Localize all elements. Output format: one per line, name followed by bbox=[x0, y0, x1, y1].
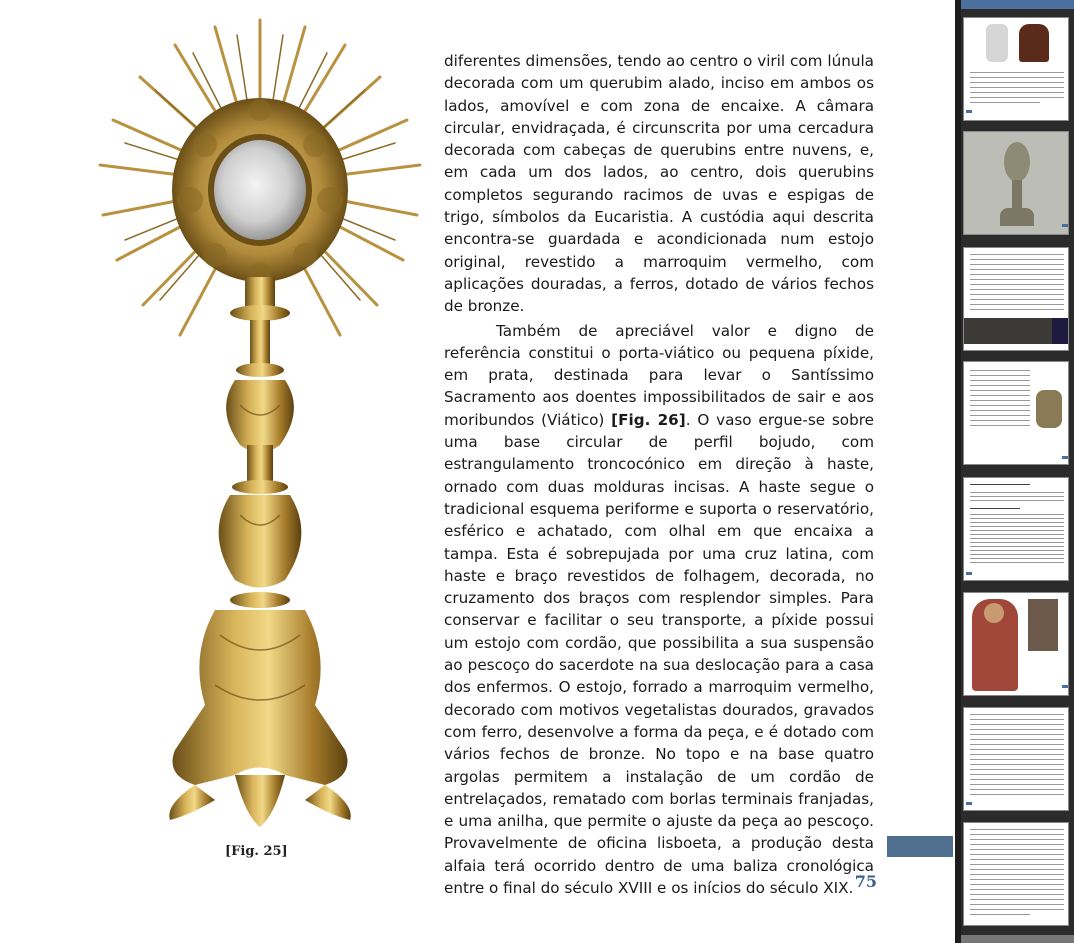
page-thumbnail[interactable] bbox=[963, 17, 1069, 121]
stem-knop bbox=[226, 380, 294, 453]
sidebar-edge bbox=[955, 0, 961, 943]
paragraph bbox=[444, 320, 874, 900]
monstrance-illustration bbox=[95, 15, 425, 837]
page-edge-tab bbox=[887, 836, 953, 857]
paragraph: diferentes dimensões, tendo ao centro o viril com lúnula decorada com um querubim alado, inciso em ambos os lados, amovível e com zona de encaixe. A câmara circular, envidraçada, é circunscrita por uma cercadura decorada com cabeças de querubins entre nuvens, e, em cada um dos lados, ao centro, dois querubins completos segurando racimos de uvas e espigas de trigo, símbolos da Eucaristia. A custódia aqui descrita encontra-se guardada e acondicionada num estojo original, revestido a marroquim vermelho, com aplicações douradas, a ferros, dotado de vários fechos de bronze. bbox=[444, 52, 874, 316]
paragraph-text: . O vaso ergue-se sobre uma base circular de perfil bojudo, com estrangulamento troncocónico em direção à haste, ornado com duas molduras incisas. A haste segue o tradicional esquema periforme e suporta o reservatório, esférico e achatado, com olhal em que encaixa a tampa. Esta é sobrepujada por uma cruz latina, com haste e braço revestidos de folhagem, decorada, no cruzamento dos braços com resplendor simples. Para conservar e facilitar o seu transporte, a píxide possui um estojo com cordão, que possibilita a sua suspensão ao pescoço do sacerdote na sua deslocação para a casa dos enfermos. O estojo, forrado a marroquim vermelho, decorado com motivos vegetalistas dourados, gravados com ferro, desenvolve a forma da peça, e é dotado com vários fechos de bronze. No topo e na base quatro argolas permitem a instalação de um cordão de entrelaçados, rematado com borlas terminais franjadas, e uma anilha, que permite o ajuste da peça ao pescoço. Provavelmente de oficina lisboeta, a produção desta alfaia terá ocorrido dentro de uma baliza cronológica entre o final do século XVIII e os inícios do século XIX. bbox=[444, 410, 874, 897]
thumbnail-sidebar[interactable] bbox=[955, 0, 1074, 943]
sidebar-scroll-footer bbox=[961, 935, 1074, 943]
page-number: 75 bbox=[854, 872, 877, 891]
sidebar-scroll-indicator bbox=[961, 0, 1074, 9]
luna-glass bbox=[214, 140, 306, 240]
figure-caption: [Fig. 25] bbox=[225, 844, 288, 859]
foot-base bbox=[173, 610, 348, 785]
page-thumbnail[interactable] bbox=[963, 131, 1069, 235]
figure-reference[interactable]: [Fig. 26] bbox=[611, 410, 686, 429]
page-thumbnail[interactable] bbox=[963, 477, 1069, 581]
paragraph-text: Também de apreciável valor e digno de referência constitui o porta-viático ou pequena píxide, em prata, destinada para levar o Santíssimo Sacramento aos doentes impossibilitados de sair e aos moribundos (Viático) bbox=[444, 321, 874, 429]
page-thumbnail[interactable] bbox=[963, 822, 1069, 926]
page-thumbnail[interactable] bbox=[963, 361, 1069, 465]
body-text bbox=[444, 50, 874, 899]
page-thumbnail[interactable] bbox=[963, 247, 1069, 351]
page-thumbnail[interactable] bbox=[963, 592, 1069, 696]
page-thumbnail[interactable] bbox=[963, 707, 1069, 811]
figure-monstrance-image bbox=[95, 15, 425, 837]
